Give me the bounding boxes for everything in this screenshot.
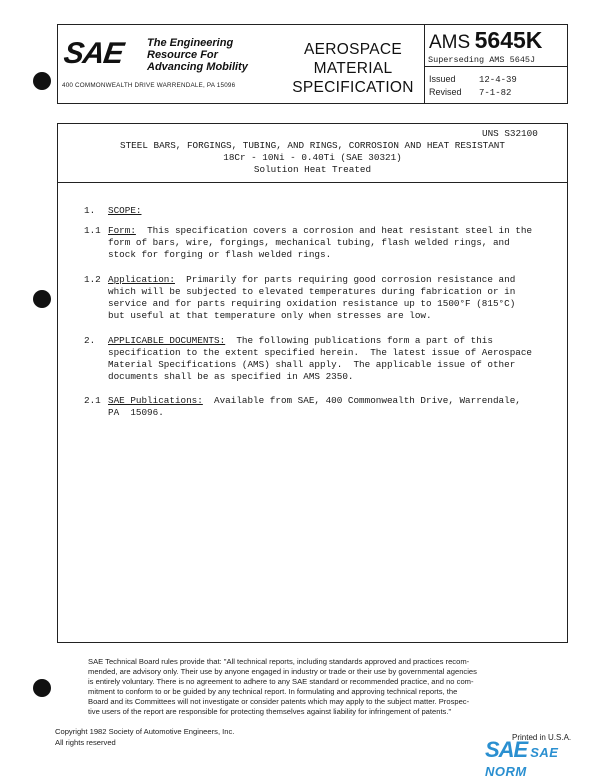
ams-prefix: AMS bbox=[429, 32, 471, 53]
tagline-line: The Engineering bbox=[147, 37, 234, 49]
notice-line: is entirely voluntary. There is no agreement to adhere to any SAE standard or recommended practice, and no com- bbox=[88, 677, 474, 686]
paragraph-line: This specification covers a corrosion and heat resistant steel in the bbox=[135, 225, 533, 236]
copyright: Copyright 1982 Society of Automotive Engineers, Inc. bbox=[55, 727, 235, 736]
subsection-form bbox=[108, 225, 532, 237]
superseding-note: Superseding AMS 5645J bbox=[428, 55, 536, 65]
spec-title-line: AEROSPACE bbox=[303, 41, 403, 58]
revised-label: Revised bbox=[429, 87, 462, 97]
notice-line: mended, are advisory only. Their use by anyone engaged in industry or trade or their use by governmental agencies bbox=[88, 667, 477, 676]
subsection-application bbox=[108, 274, 515, 286]
document-title-line: STEEL BARS, FORGINGS, TUBING, AND RINGS, CORROSION AND HEAT RESISTANT bbox=[120, 140, 505, 151]
paragraph-line: which will be subjected to elevated temperatures during fabrication or in bbox=[108, 286, 516, 297]
tagline-line: Resource For bbox=[147, 49, 218, 61]
issued-value: 12-4-39 bbox=[479, 75, 517, 85]
uns-number: UNS S32100 bbox=[482, 128, 538, 139]
section-number: 1. bbox=[84, 205, 96, 216]
paragraph-line: PA 15096. bbox=[108, 407, 164, 418]
punch-hole-middle bbox=[33, 290, 51, 308]
punch-hole-top bbox=[33, 72, 51, 90]
sae-norm-watermark bbox=[485, 737, 600, 781]
subsection-label: Application: bbox=[108, 274, 175, 285]
subsection-label: Form: bbox=[108, 225, 136, 236]
title-divider bbox=[57, 182, 568, 183]
spec-title-line: MATERIAL bbox=[313, 60, 393, 77]
sae-address: 400 COMMONWEALTH DRIVE WARRENDALE, PA 15096 bbox=[62, 82, 236, 89]
paragraph-line: Available from SAE, 400 Commonwealth Drive, Warrendale, bbox=[202, 395, 521, 406]
watermark-text: SAE NORM bbox=[485, 745, 559, 779]
notice-line: Board and its Committees will not investigate or consider patents which may apply to the subject matter. Prospec- bbox=[88, 697, 470, 706]
subsection-sae-publications bbox=[108, 395, 521, 407]
paragraph-line: specification to the extent specified herein. The latest issue of Aerospace bbox=[108, 347, 533, 358]
spec-title bbox=[285, 40, 421, 97]
revised-value: 7-1-82 bbox=[479, 88, 512, 98]
revised-row bbox=[429, 87, 511, 98]
subsection-number: 1.2 bbox=[84, 274, 101, 285]
section-applicable-documents bbox=[108, 335, 493, 347]
paragraph-line: service and for parts requiring oxidation resistance up to 1500°F (815°C) bbox=[108, 298, 516, 309]
section-heading: APPLICABLE DOCUMENTS: bbox=[108, 335, 226, 346]
paragraph-line: The following publications form a part of this bbox=[225, 335, 493, 346]
subsection-label: SAE Publications: bbox=[108, 395, 203, 406]
paragraph-line: documents shall be as specified in AMS 2350. bbox=[108, 371, 354, 382]
paragraph-line: stock for forging or flash welded rings. bbox=[108, 249, 332, 260]
paragraph-line: Material Specifications (AMS) shall apply. The applicable issue of other bbox=[108, 359, 516, 370]
document-title-line: Solution Heat Treated bbox=[253, 164, 372, 175]
ams-designation bbox=[429, 27, 542, 54]
rights-reserved: All rights reserved bbox=[55, 738, 116, 747]
header-right-divider bbox=[424, 66, 568, 67]
issued-label: Issued bbox=[429, 74, 456, 84]
punch-hole-bottom bbox=[33, 679, 51, 697]
notice-line: mitment to conform to or be guided by any technical report. In formulating and approving technical reports, the bbox=[88, 687, 458, 696]
sae-logo: SAE bbox=[61, 37, 126, 70]
notice-line: SAE Technical Board rules provide that: "All technical reports, including standards approved and practices recom- bbox=[88, 657, 470, 666]
sae-board-notice bbox=[88, 657, 540, 717]
subsection-number: 2.1 bbox=[84, 395, 101, 406]
paragraph-line: Primarily for parts requiring good corrosion resistance and bbox=[174, 274, 516, 285]
paragraph-line: but useful at that temperature only when stresses are low. bbox=[108, 310, 432, 321]
subsection-number: 1.1 bbox=[84, 225, 101, 236]
issued-row bbox=[429, 74, 517, 85]
spec-title-line: SPECIFICATION bbox=[292, 79, 414, 96]
printed-in: Printed in U.S.A. bbox=[512, 733, 572, 742]
paragraph-line: form of bars, wire, forgings, mechanical tubing, flash welded rings, and bbox=[108, 237, 510, 248]
notice-line: tive users of the report are responsible for protecting themselves against liability for infringement of patents." bbox=[88, 707, 452, 716]
tagline-line: Advancing Mobility bbox=[147, 61, 248, 73]
ams-number: 5645K bbox=[474, 27, 543, 53]
section-heading-scope: SCOPE: bbox=[108, 205, 142, 216]
watermark-logo: SAE bbox=[485, 737, 528, 762]
sae-tagline bbox=[147, 37, 248, 73]
document-title-line: 18Cr - 10Ni - 0.40Ti (SAE 30321) bbox=[223, 152, 402, 163]
section-number: 2. bbox=[84, 335, 96, 346]
